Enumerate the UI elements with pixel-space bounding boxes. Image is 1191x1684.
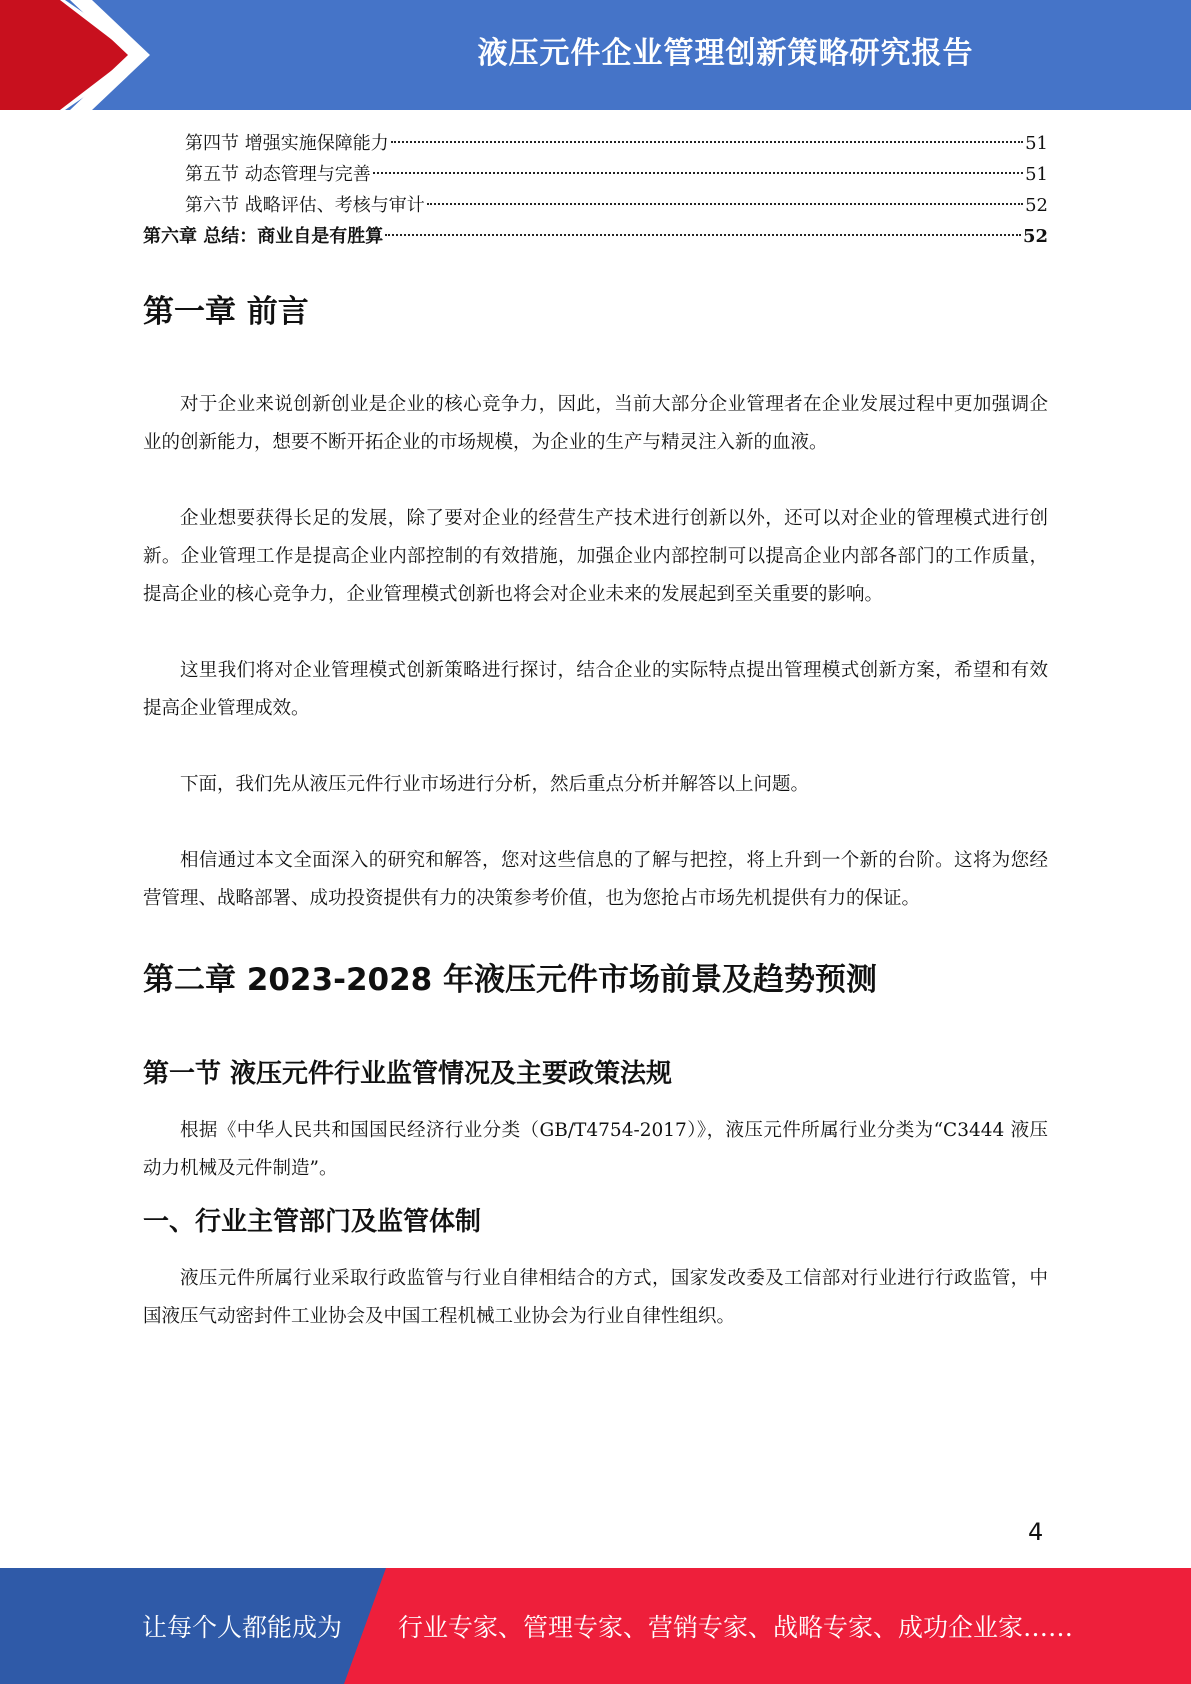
toc-entry[interactable] (143, 221, 1048, 252)
footer-slogan-left: 让每个人都能成为 (142, 1613, 343, 1642)
body-paragraph: 这里我们将对企业管理模式创新策略进行探讨，结合企业的实际特点提出管理模式创新方案，希望和有效提高企业管理成效。 (143, 660, 1048, 719)
toc-entry-page: 51 (1025, 133, 1048, 154)
body-paragraph: 根据《中华人民共和国国民经济行业分类（GB/T4754-2017）》，液压元件所属行业分类为“C3444 液压动力机械及元件制造”。 (143, 1120, 1048, 1179)
chapter-1-title: 第一章 前言 (143, 294, 309, 330)
toc-dot-leader (427, 203, 1023, 205)
header-red-arrow-decoration (0, 0, 300, 110)
toc-entry-text: 第六章 总结：商业自是有胜算 (143, 226, 384, 247)
toc-entry-text: 第六节 战略评估、考核与审计 (185, 195, 425, 216)
body-paragraph: 下面，我们先从液压元件行业市场进行分析，然后重点分析并解答以上问题。 (180, 774, 810, 795)
toc-entry[interactable] (143, 159, 1048, 190)
document-body (143, 290, 1048, 1336)
header-title: 液压元件企业管理创新策略研究报告 (477, 36, 974, 71)
page-number: 4 (1028, 1518, 1044, 1546)
subsection-title: 一、行业主管部门及监管体制 (143, 1207, 482, 1237)
page-header (0, 0, 1191, 110)
footer-slogan-right: 行业专家、管理专家、营销专家、战略专家、成功企业家…… (398, 1613, 1074, 1642)
body-paragraph: 相信通过本文全面深入的研究和解答，您对这些信息的了解与把控，将上升到一个新的台阶。这将为您经营管理、战略部署、成功投资提供有力的决策参考价值，也为您抢占市场先机提供有力的保证。 (143, 850, 1048, 909)
toc-entry-text: 第四节 增强实施保障能力 (185, 133, 389, 154)
chapter-2-title: 第二章 2023-2028 年液压元件市场前景及趋势预测 (143, 962, 878, 998)
page-footer (0, 1568, 1191, 1684)
toc-dot-leader (385, 234, 1021, 236)
toc-entry[interactable] (143, 128, 1048, 159)
toc-entry-page: 52 (1025, 195, 1048, 216)
section-title: 第一节 液压元件行业监管情况及主要政策法规 (143, 1059, 673, 1089)
toc-entry-text: 第五节 动态管理与完善 (185, 164, 371, 185)
toc-entry-page: 52 (1022, 226, 1048, 247)
body-paragraph: 液压元件所属行业采取行政监管与行业自律相结合的方式，国家发改委及工信部对行业进行行政监管，中国液压气动密封件工业协会及中国工程机械工业协会为行业自律性组织。 (143, 1268, 1048, 1327)
toc-dot-leader (373, 172, 1023, 174)
table-of-contents (143, 128, 1048, 252)
toc-entry[interactable] (143, 190, 1048, 221)
toc-entry-page: 51 (1025, 164, 1048, 185)
body-paragraph: 对于企业来说创新创业是企业的核心竞争力，因此，当前大部分企业管理者在企业发展过程中更加强调企业的创新能力，想要不断开拓企业的市场规模，为企业的生产与精灵注入新的血液。 (143, 394, 1048, 453)
toc-dot-leader (391, 141, 1023, 143)
body-paragraph: 企业想要获得长足的发展，除了要对企业的经营生产技术进行创新以外，还可以对企业的管理模式进行创新。企业管理工作是提高企业内部控制的有效措施，加强企业内部控制可以提高企业内部各部门的工作质量，提高企业的核心竞争力，企业管理模式创新也将会对企业未来的发展起到至关重要的影响。 (143, 508, 1048, 605)
